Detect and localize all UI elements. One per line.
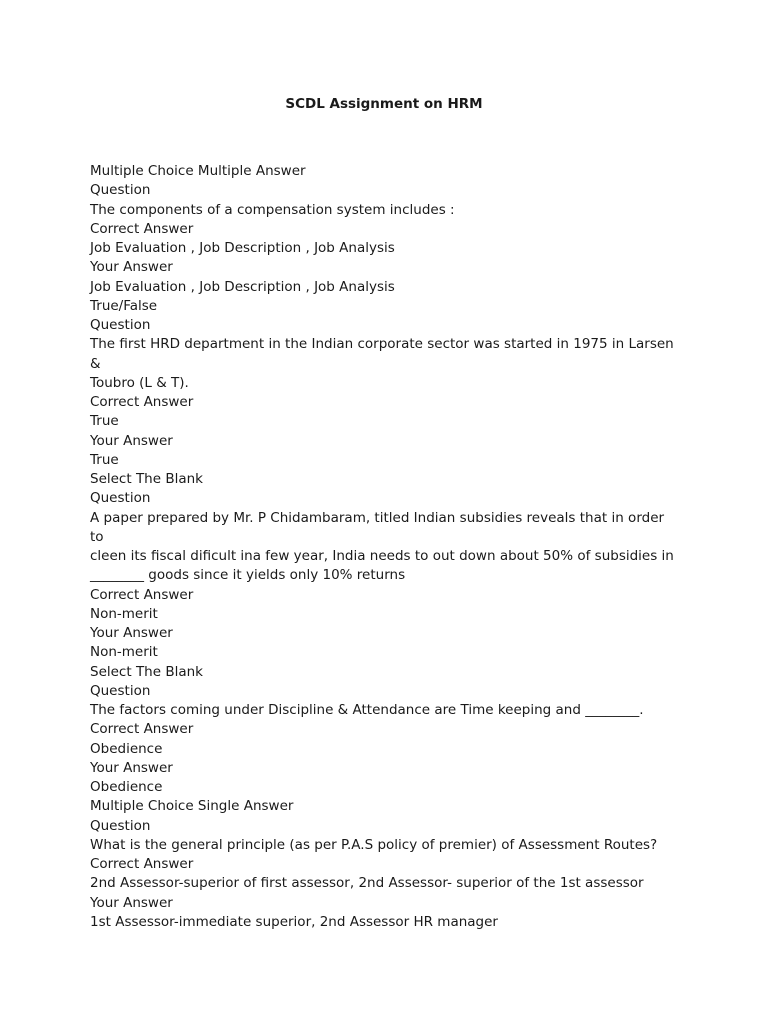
text-line: Non-merit (90, 605, 158, 622)
text-line: Correct Answer (90, 586, 194, 603)
text-line: What is the general principle (as per P.A.S policy of premier) of Assessment Routes? (90, 836, 658, 853)
text-line: Select The Blank (90, 663, 203, 680)
text-line: Correct Answer (90, 394, 194, 410)
text-line: ________ goods since it yields only 10% returns (90, 567, 406, 584)
text-line: Correct Answer (90, 721, 194, 738)
text-line: Correct Answer (90, 220, 194, 237)
text-line: Job Evaluation , Job Description , Job Analysis (90, 278, 395, 295)
text-line: The components of a compensation system includes : (90, 201, 455, 218)
text-line: Job Evaluation , Job Description , Job Analysis (90, 240, 395, 256)
text-line: Obedience (90, 740, 163, 757)
text-line: Your Answer (90, 625, 173, 641)
text-line: True (90, 413, 119, 430)
text-line: Toubro (L & T). (90, 374, 189, 391)
text-line: Correct Answer (90, 856, 194, 872)
text-line: Your Answer (90, 759, 173, 776)
text-line: Multiple Choice Multiple Answer (90, 163, 306, 179)
text-line: Non-merit (90, 644, 158, 661)
text-line: Your Answer (90, 432, 173, 449)
text-line: Question (90, 490, 151, 507)
text-line: The first HRD department in the Indian corporate sector was started in 1975 in Larsen & (90, 336, 679, 372)
document-title: SCDL Assignment on HRM (285, 96, 483, 112)
text-line: Your Answer (90, 259, 173, 276)
text-line: Multiple Choice Single Answer (90, 798, 294, 815)
text-line: Your Answer (90, 894, 173, 911)
text-line: Obedience (90, 779, 163, 795)
text-line: True (90, 451, 119, 468)
text-line: Question (90, 317, 151, 333)
text-line: Select The Blank (90, 471, 203, 487)
text-line: A paper prepared by Mr. P Chidambaram, titled Indian subsidies reveals that in order to (90, 509, 669, 545)
text-line: Question (90, 817, 151, 834)
text-line: 2nd Assessor-superior of first assessor, 2nd Assessor- superior of the 1st assessor (90, 875, 644, 892)
text-line: Question (90, 182, 151, 199)
text-line: True/False (90, 297, 158, 314)
text-line: The factors coming under Discipline & Attendance are Time keeping and ________. (90, 702, 644, 718)
document-body (90, 162, 680, 932)
text-line: cleen its fiscal dificult ina few year, India needs to out down about 50% of subsidies in (90, 548, 674, 564)
text-line: Question (90, 682, 151, 699)
text-line: 1st Assessor-immediate superior, 2nd Assessor HR manager (90, 913, 498, 930)
